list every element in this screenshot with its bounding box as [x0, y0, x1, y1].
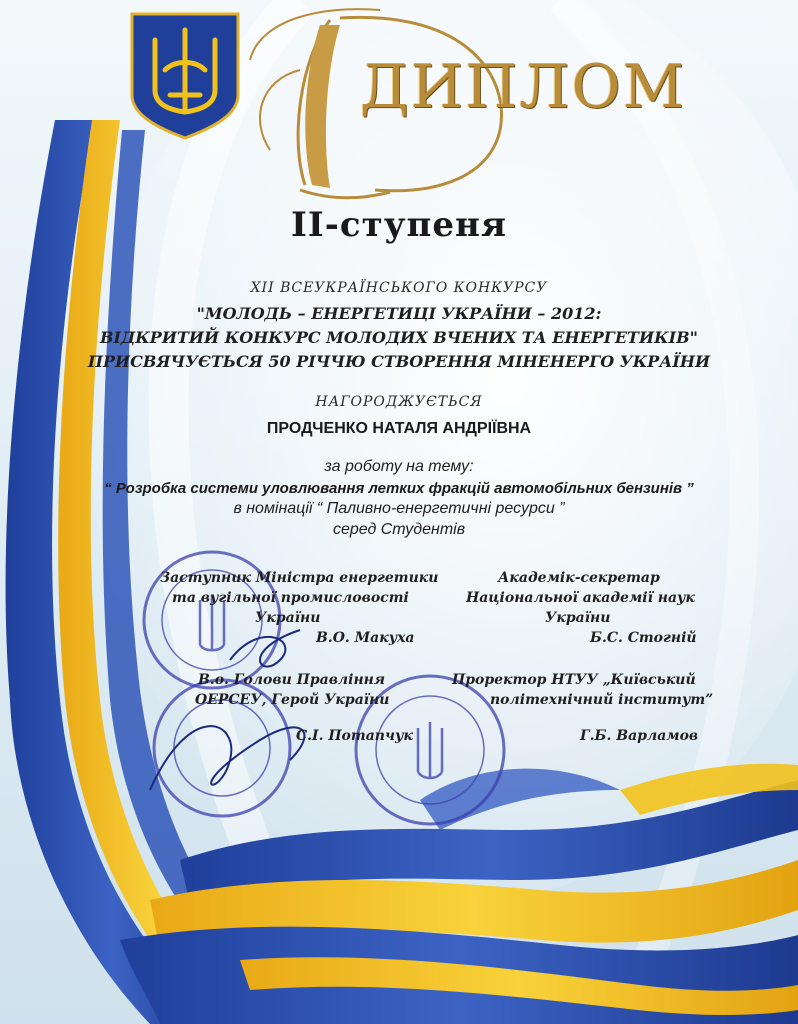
- right-signatory-1-line-2: Національної академії наук: [466, 590, 695, 606]
- topic-intro: за роботу на тему:: [324, 458, 474, 475]
- contest-line-1: XII ВСЕУКРАЇНСЬКОГО КОНКУРСУ: [250, 280, 548, 296]
- contest-line-2: "МОЛОДЬ – ЕНЕРГЕТИЦІ УКРАЇНИ – 2012:: [196, 304, 602, 323]
- contest-line-3: ВІДКРИТИЙ КОНКУРС МОЛОДИХ ВЧЕНИХ ТА ЕНЕРГЕТИКІВ": [100, 328, 698, 347]
- right-signatory-2-name: Г.Б. Варламов: [580, 728, 699, 744]
- contest-line-4: ПРИСВЯЧУЄТЬСЯ 50 РІЧЧЮ СТВОРЕННЯ МІНЕНЕРГО УКРАЇНИ: [87, 352, 711, 371]
- left-signatory-1-line-2: та вугільної промисловості: [172, 590, 409, 606]
- recipient-name: ПРОДЧЕНКО НАТАЛЯ АНДРІЇВНА: [266, 420, 532, 437]
- left-signatory-2-line-2: ОЕРСЕУ, Герой України: [195, 692, 390, 708]
- right-signatory-1-name: Б.С. Стогній: [590, 630, 697, 646]
- left-signatory-2-name: С.І. Потапчук: [296, 728, 413, 744]
- left-signatory-1-line-3: України: [255, 610, 321, 626]
- diploma-title: ДИПЛОМ: [360, 52, 687, 122]
- right-signatory-1-line-1: Академік-секретар: [498, 570, 660, 586]
- work-topic: “ Розробка системи уловлювання летких фракцій автомобільних бензинів ”: [104, 480, 694, 497]
- category: серед Студентів: [332, 521, 466, 538]
- left-signatory-2-line-1: В.о. Голови Правління: [198, 672, 386, 688]
- right-signatory-2-line-2: політехнічний інститут”: [490, 692, 714, 708]
- right-signatory-2-line-1: Проректор НТУУ „Київський: [452, 672, 696, 688]
- award-label: НАГОРОДЖУЄТЬСЯ: [315, 394, 483, 410]
- left-signatory-1-line-1: Заступник Міністра енергетики: [160, 570, 439, 586]
- degree-title: ІІ-ступеня: [291, 205, 507, 245]
- nomination: в номінації “ Паливно-енергетичні ресурси ”: [233, 500, 565, 517]
- right-signatory-1-line-3: України: [545, 610, 611, 626]
- left-signatory-1-name: В.О. Макуха: [316, 630, 415, 646]
